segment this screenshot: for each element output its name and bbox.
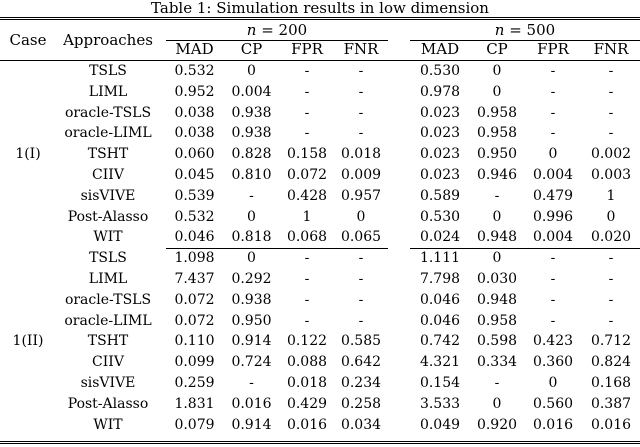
cp-n500-cell: 0.598 (476, 333, 518, 350)
mad-n200-cell: 0.045 (174, 167, 215, 183)
approach-cell: LIML (88, 271, 128, 287)
fnr-n500-cell: - (608, 250, 614, 267)
cp-n500-cell: 0.948 (476, 291, 518, 308)
fpr-n200-cell: 0.068 (286, 229, 328, 246)
mad-n200-cell: 7.437 (174, 271, 215, 287)
fpr-n200-cell: 0.016 (286, 416, 328, 433)
cp-n500-cell: 0 (492, 83, 502, 100)
mad-n200-cell: 0.079 (174, 416, 215, 433)
cp-n200-cell: 0.724 (231, 354, 272, 371)
cp-n500-cell: 0.030 (476, 271, 518, 287)
approach-cell: oracle-LIML (64, 312, 152, 329)
approach-cell: TSHT (87, 333, 129, 350)
approach-cell: sisVIVE (80, 187, 136, 204)
cp-n500-cell: 0.920 (476, 416, 518, 433)
cp-n500-cell: 0.948 (476, 229, 518, 246)
approach-cell: oracle-TSLS (64, 104, 152, 121)
cp-n200-cell: 0.938 (231, 104, 272, 121)
mad-n500-cell: 3.533 (419, 395, 461, 412)
fpr-n200-cell: - (304, 250, 310, 267)
mad-n500-cell: 0.978 (419, 83, 461, 100)
fpr-n500-cell: - (550, 250, 556, 267)
fpr-n200-cell: - (304, 83, 310, 100)
col-header-cp-200: CP (240, 40, 263, 58)
col-header-cp-500: CP (486, 40, 508, 58)
approach-cell: Post-Alasso (67, 208, 149, 225)
header-rule (0, 60, 640, 61)
fnr-n500-cell: 0.387 (590, 395, 632, 412)
approach-cell: WIT (93, 229, 123, 246)
fnr-n200-cell: - (358, 63, 364, 79)
fpr-n500-cell: 0 (548, 146, 558, 163)
mad-n500-cell: 0.742 (419, 333, 461, 350)
mad-n200-cell: 0.532 (174, 208, 215, 225)
fnr-n500-cell: - (608, 125, 614, 142)
cp-n200-cell: 0.292 (231, 271, 272, 287)
cp-n200-cell: 0.004 (231, 83, 272, 100)
mad-n200-cell: 0.532 (174, 63, 215, 79)
cp-n500-cell: 0.958 (476, 104, 518, 121)
mad-n500-cell: 0.023 (419, 146, 461, 163)
fnr-n200-cell: 0.034 (340, 416, 382, 433)
fpr-n200-cell: 0.428 (286, 187, 328, 204)
mad-n200-cell: 0.539 (174, 187, 215, 204)
approach-cell: sisVIVE (80, 375, 136, 391)
fnr-n200-cell: 0.585 (340, 333, 382, 350)
mad-n200-cell: 0.038 (174, 125, 215, 142)
approach-cell: oracle-TSLS (64, 291, 152, 308)
group-header-n200-rest: = 200 (256, 21, 308, 39)
fpr-n200-cell: 1 (302, 208, 312, 225)
fnr-n200-cell: - (358, 125, 364, 142)
fpr-n200-cell: 0.122 (286, 333, 328, 350)
fnr-n500-cell: - (608, 312, 614, 329)
cp-n500-cell: 0 (492, 63, 502, 79)
fnr-n500-cell: - (608, 291, 614, 308)
case-label: 1(I) (15, 146, 41, 163)
fpr-n500-cell: - (550, 312, 556, 329)
col-header-fnr-500: FNR (593, 40, 629, 58)
mad-n500-cell: 0.023 (419, 104, 461, 121)
mad-n500-cell: 0.023 (419, 167, 461, 183)
fnr-n200-cell: - (358, 104, 364, 121)
fpr-n200-cell: - (304, 271, 310, 287)
fnr-n200-cell: 0.957 (340, 187, 382, 204)
mad-n500-cell: 1.111 (419, 250, 461, 267)
cp-n200-cell: - (249, 187, 254, 204)
mad-n200-cell: 0.952 (174, 83, 215, 100)
cp-n500-cell: - (494, 375, 500, 391)
bottom-rule-inner (0, 443, 640, 444)
fpr-n500-cell: 0.423 (532, 333, 574, 350)
mad-n500-cell: 0.530 (419, 63, 461, 79)
cp-n500-cell: - (494, 187, 500, 204)
cp-n200-cell: 0 (247, 250, 256, 267)
fnr-n200-cell: 0.065 (340, 229, 382, 246)
fnr-n500-cell: 0.016 (590, 416, 632, 433)
cp-n500-cell: 0.958 (476, 312, 518, 329)
fnr-n200-cell: - (358, 250, 364, 267)
cp-n200-cell: 0.914 (231, 416, 272, 433)
col-header-mad-500: MAD (420, 40, 460, 58)
mad-n200-cell: 0.038 (174, 104, 215, 121)
fnr-n500-cell: 0.003 (590, 167, 632, 183)
mad-n200-cell: 0.099 (174, 354, 215, 371)
fnr-n200-cell: - (358, 312, 364, 329)
mad-n200-cell: 0.072 (174, 312, 215, 329)
cp-n200-cell: 0 (247, 63, 256, 79)
mad-n200-cell: 0.046 (174, 229, 215, 246)
fnr-n200-cell: - (358, 83, 364, 100)
approach-cell: Post-Alasso (67, 395, 149, 412)
cp-n200-cell: 0.938 (231, 125, 272, 142)
cp-n200-cell: 0.914 (231, 333, 272, 350)
mad-n500-cell: 0.589 (419, 187, 461, 204)
fnr-n500-cell: - (608, 271, 614, 287)
approach-cell: WIT (93, 416, 123, 433)
fpr-n500-cell: 0.004 (532, 229, 574, 246)
top-rule (0, 17, 640, 18)
group-header-n500-rest: = 500 (504, 21, 556, 39)
col-header-fpr-500: FPR (537, 40, 569, 58)
mad-n500-cell: 0.046 (419, 291, 461, 308)
group-header-n500-var: n (494, 21, 505, 39)
cp-n200-cell: 0 (247, 208, 256, 225)
approach-cell: oracle-LIML (64, 125, 152, 142)
cp-n500-cell: 0 (492, 395, 502, 412)
fnr-n500-cell: 0.712 (590, 333, 632, 350)
group-header-n200-var: n (246, 21, 257, 39)
fpr-n500-cell: - (550, 104, 556, 121)
fnr-n500-cell: 0 (606, 208, 616, 225)
group-header-n500 (410, 20, 640, 40)
mad-n500-cell: 4.321 (419, 354, 461, 371)
approach-cell: TSHT (87, 146, 129, 163)
cp-n500-cell: 0 (492, 250, 502, 267)
fpr-n500-cell: 0.016 (532, 416, 574, 433)
fpr-n200-cell: 0.072 (286, 167, 328, 183)
mad-n200-cell: 0.259 (174, 375, 215, 391)
approach-cell: TSLS (89, 63, 127, 79)
cp-n500-cell: 0 (492, 208, 502, 225)
fnr-n500-cell: 0.168 (590, 375, 632, 391)
cp-n200-cell: 0.810 (231, 167, 272, 183)
case-header: Case (9, 31, 47, 49)
fnr-n500-cell: 0.002 (590, 146, 632, 163)
col-header-mad-200: MAD (175, 40, 214, 58)
fpr-n200-cell: - (304, 125, 310, 142)
fpr-n500-cell: 0.479 (532, 187, 574, 204)
mad-n500-cell: 0.049 (419, 416, 461, 433)
mad-n500-cell: 0.024 (419, 229, 461, 246)
fpr-n200-cell: 0.018 (286, 375, 328, 391)
fnr-n200-cell: 0.258 (340, 395, 382, 412)
cp-n200-cell: 0.818 (231, 229, 272, 246)
cp-n200-cell: 0.016 (231, 395, 272, 412)
fpr-n200-cell: - (304, 291, 310, 308)
fnr-n500-cell: 0.020 (590, 229, 632, 246)
fnr-n200-cell: - (358, 271, 364, 287)
fnr-n200-cell: 0.009 (340, 167, 382, 183)
case-label: 1(II) (12, 333, 44, 350)
fnr-n200-cell: 0 (356, 208, 366, 225)
col-header-fnr-200: FNR (343, 40, 379, 58)
fpr-n500-cell: - (550, 291, 556, 308)
fnr-n500-cell: - (608, 83, 614, 100)
cp-n500-cell: 0.950 (476, 146, 518, 163)
cp-n200-cell: 0.938 (231, 291, 272, 308)
fpr-n500-cell: 0.560 (532, 395, 574, 412)
fnr-n500-cell: - (608, 104, 614, 121)
cp-n200-cell: - (249, 375, 254, 391)
fpr-n500-cell: - (550, 271, 556, 287)
fnr-n200-cell: 0.234 (340, 375, 382, 391)
mad-n200-cell: 0.072 (174, 291, 215, 308)
fnr-n200-cell: - (358, 291, 364, 308)
fpr-n200-cell: - (304, 104, 310, 121)
fpr-n500-cell: - (550, 63, 556, 79)
cp-n200-cell: 0.828 (231, 146, 272, 163)
bottom-rule (0, 441, 640, 442)
fnr-n500-cell: 0.824 (590, 354, 632, 371)
fpr-n500-cell: - (550, 125, 556, 142)
approach-cell: TSLS (89, 250, 127, 267)
fpr-n200-cell: - (304, 312, 310, 329)
mad-n500-cell: 0.154 (419, 375, 461, 391)
approach-cell: CIIV (92, 354, 124, 371)
fnr-n500-cell: 1 (606, 187, 616, 204)
table-caption: Table 1: Simulation results in low dimension (151, 0, 489, 17)
cp-n500-cell: 0.334 (476, 354, 518, 371)
fpr-n200-cell: 0.429 (286, 395, 328, 412)
fnr-n200-cell: 0.018 (340, 146, 382, 163)
fpr-n500-cell: 0.004 (532, 167, 574, 183)
group-header-n200 (166, 20, 388, 40)
mad-n200-cell: 1.098 (174, 250, 215, 267)
mad-n500-cell: 7.798 (419, 271, 461, 287)
fnr-n200-cell: 0.642 (340, 354, 382, 371)
mad-n200-cell: 1.831 (174, 395, 215, 412)
fpr-n200-cell: - (304, 63, 310, 79)
fpr-n200-cell: 0.158 (286, 146, 328, 163)
fpr-n500-cell: 0.996 (532, 208, 574, 225)
col-header-fpr-200: FPR (291, 40, 323, 58)
fpr-n200-cell: 0.088 (286, 354, 328, 371)
mad-n200-cell: 0.060 (174, 146, 215, 163)
approach-cell: CIIV (92, 167, 124, 183)
approach-cell: LIML (88, 83, 128, 100)
approaches-header: Approaches (63, 31, 153, 49)
fnr-n500-cell: - (608, 63, 614, 79)
mad-n200-cell: 0.110 (174, 333, 215, 350)
cp-n200-cell: 0.950 (231, 312, 272, 329)
mad-n500-cell: 0.023 (419, 125, 461, 142)
cp-n500-cell: 0.946 (476, 167, 518, 183)
fpr-n500-cell: 0.360 (532, 354, 574, 371)
mad-n500-cell: 0.046 (419, 312, 461, 329)
cp-n500-cell: 0.958 (476, 125, 518, 142)
fpr-n500-cell: - (550, 83, 556, 100)
fpr-n500-cell: 0 (548, 375, 558, 391)
mad-n500-cell: 0.530 (419, 208, 461, 225)
